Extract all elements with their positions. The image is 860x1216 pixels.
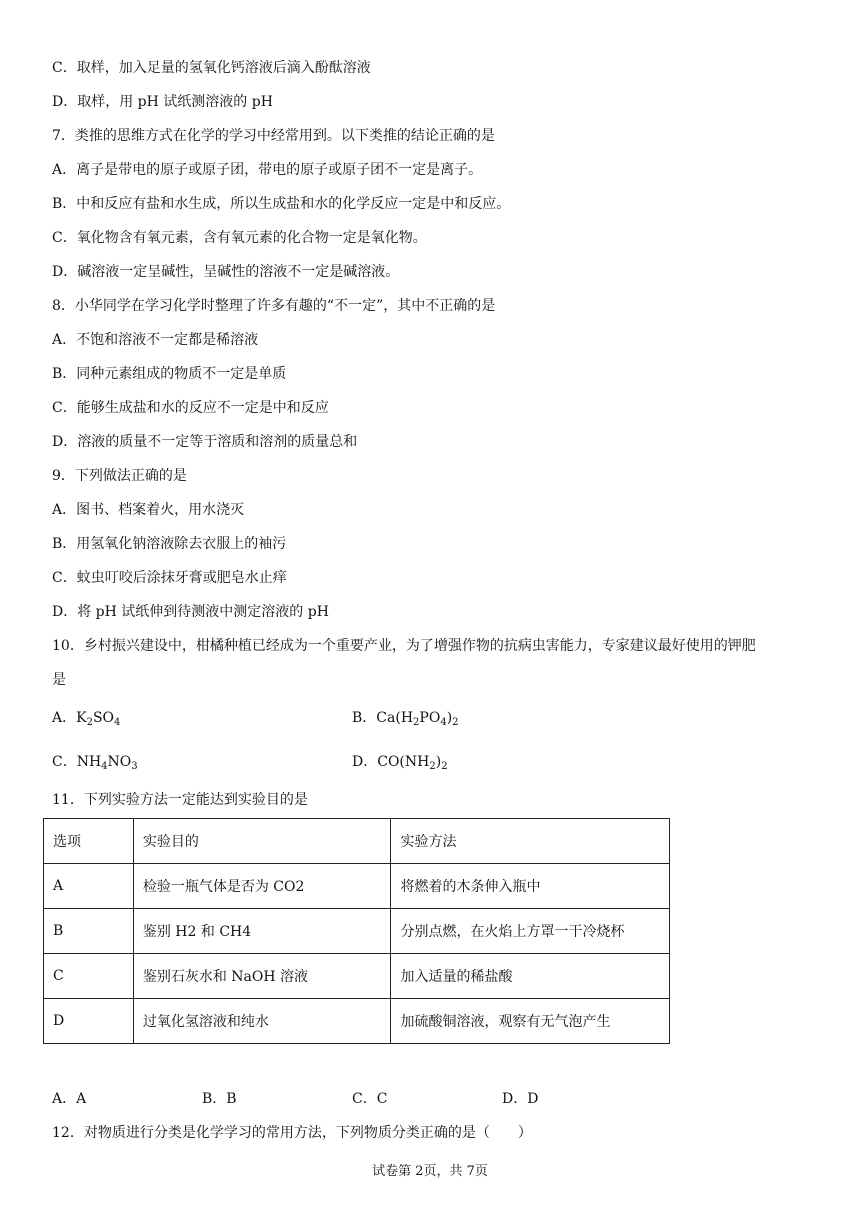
q10-option-a: A．$K_2SO_4$ (52, 710, 121, 728)
question-9-stem: 9．下列做法正确的是 (52, 468, 187, 484)
table-row (44, 864, 670, 909)
q9-option-b: B．用氢氧化钠溶液除去衣服上的袖污 (52, 536, 287, 552)
table-cell: 分别点燃，在火焰上方罩一干冷烧杯 (391, 909, 670, 954)
q10-option-c: C．$NH_4NO_3$ (52, 754, 138, 772)
question-10-stem-wrap: 是 (52, 672, 66, 688)
q8-option-a: A．不饱和溶液不一定都是稀溶液 (52, 332, 259, 348)
question-11-stem: 11．下列实验方法一定能达到实验目的是 (52, 792, 308, 808)
table-cell: 鉴别 H2 和 CH4 (133, 909, 391, 954)
table-row (44, 909, 670, 954)
table-row (44, 954, 670, 999)
question-12-stem: 12．对物质进行分类是化学学习的常用方法，下列物质分类正确的是（ ） (52, 1125, 532, 1141)
question-10-stem: 10．乡村振兴建设中，柑橘种植已经成为一个重要产业，为了增强作物的抗病虫害能力，专家建议最好使用的钾肥 (52, 638, 756, 654)
q11-option-b: B．B (202, 1091, 237, 1107)
table-header-cell: 实验目的 (133, 819, 391, 864)
q9-option-d: D．将 pH 试纸伸到待测液中测定溶液的 pH (52, 604, 329, 620)
q8-option-d: D．溶液的质量不一定等于溶质和溶剂的质量总和 (52, 434, 358, 450)
question-7-stem: 7．类推的思维方式在化学的学习中经常用到。以下类推的结论正确的是 (52, 128, 495, 144)
table-header-cell: 选项 (44, 819, 134, 864)
q7-option-c: C．氧化物含有氧元素，含有氧元素的化合物一定是氧化物。 (52, 230, 427, 246)
page-footer: 试卷第 2页，共 7页 (372, 1164, 488, 1179)
table-header-cell: 实验方法 (391, 819, 670, 864)
table-cell: 加硫酸铜溶液，观察有无气泡产生 (391, 999, 670, 1044)
q7-option-d: D．碱溶液一定呈碱性，呈碱性的溶液不一定是碱溶液。 (52, 264, 400, 280)
q10-option-b: B．$Ca(H_2PO_4)_2$ (352, 710, 459, 728)
table-header-row (44, 819, 670, 864)
q7-option-b: B．中和反应有盐和水生成，所以生成盐和水的化学反应一定是中和反应。 (52, 196, 511, 212)
q10-option-d: D．$CO(NH_2)_2$ (352, 754, 448, 772)
table-cell: B (44, 909, 134, 954)
table-cell: 过氧化氢溶液和纯水 (133, 999, 391, 1044)
q7-option-a: A．离子是带电的原子或原子团，带电的原子或原子团不一定是离子。 (52, 162, 483, 178)
table-cell: D (44, 999, 134, 1044)
table-cell: 将燃着的木条伸入瓶中 (391, 864, 670, 909)
q11-option-d: D．D (502, 1091, 539, 1107)
q9-option-c: C．蚊虫叮咬后涂抹牙膏或肥皂水止痒 (52, 570, 287, 586)
q11-table (43, 818, 670, 1044)
table-row (44, 999, 670, 1044)
text-line-c-q6: C．取样，加入足量的氢氧化钙溶液后滴入酚酞溶液 (52, 60, 371, 76)
q8-option-c: C．能够生成盐和水的反应不一定是中和反应 (52, 400, 329, 416)
table-cell: C (44, 954, 134, 999)
q8-option-b: B．同种元素组成的物质不一定是单质 (52, 366, 287, 382)
question-8-stem: 8．小华同学在学习化学时整理了许多有趣的“不一定”，其中不正确的是 (52, 298, 496, 314)
text-line-d-q6: D．取样，用 pH 试纸测溶液的 pH (52, 94, 273, 110)
table-cell: 检验一瓶气体是否为 CO2 (133, 864, 391, 909)
q9-option-a: A．图书、档案着火，用水浇灭 (52, 502, 245, 518)
table-cell: 鉴别石灰水和 NaOH 溶液 (133, 954, 391, 999)
table-cell: 加入适量的稀盐酸 (391, 954, 670, 999)
q11-option-a: A．A (52, 1091, 87, 1107)
table-cell: A (44, 864, 134, 909)
q11-option-c: C．C (352, 1091, 388, 1107)
